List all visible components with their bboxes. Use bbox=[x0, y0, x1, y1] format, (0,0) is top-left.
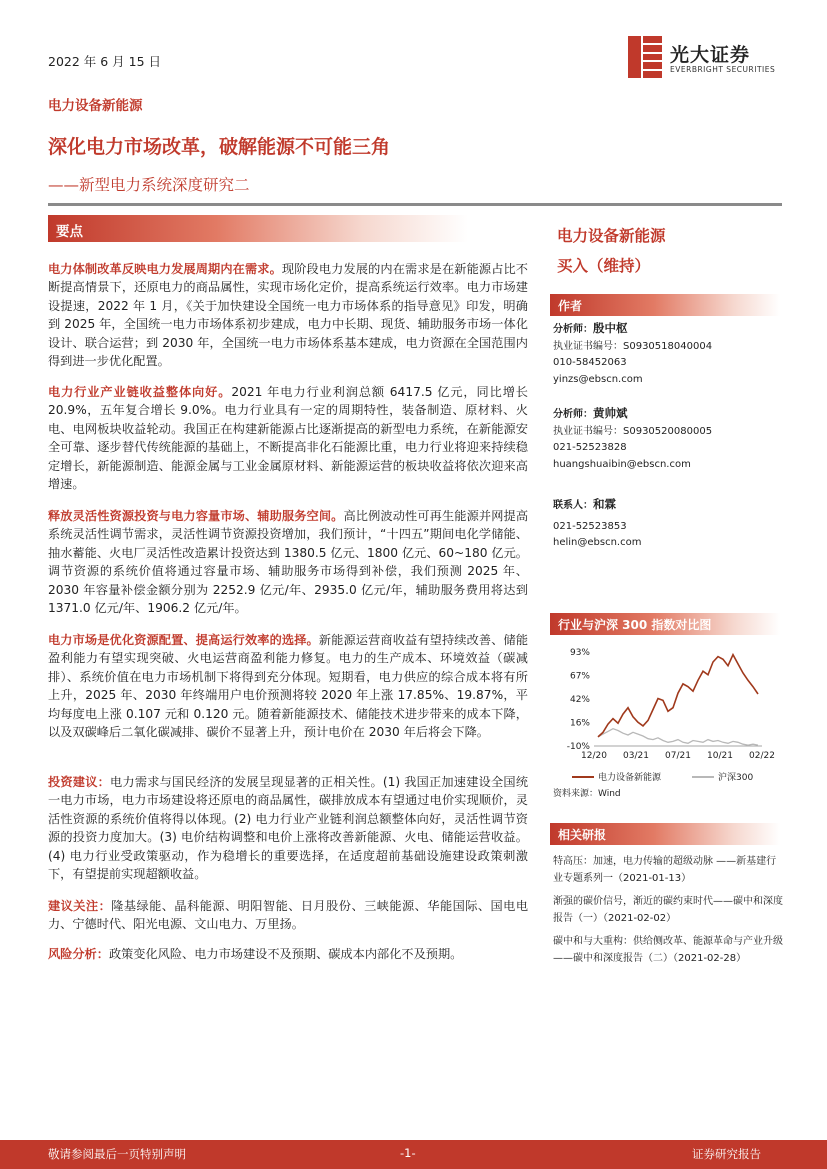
legend-label: 电力设备新能源 bbox=[598, 773, 662, 783]
analyst-cert: 执业证书编号：S0930520080005 bbox=[553, 425, 713, 437]
header-divider bbox=[48, 203, 782, 206]
analyst-role: 分析师： bbox=[553, 409, 593, 420]
paragraph-text: 现阶段电力发展的内在需求是在新能源占比不断提高情景下，还原电力的商品属性，实现市场化定价，提高系统运行效率。电力市场建设提速，2022 年 1 月，《关于加快建设全国统一电力市场体系的指导意见》印发，明确到 2025 年，全国统一电力市场体系初步建成，电力中长期、现货、辅助服务市场一体化设计、联合运营；到 2030 年，全国统一电力市场体系基本建成，电力资源在全国范围内得到进一步优化配置。 bbox=[48, 262, 528, 369]
summary-paragraph bbox=[48, 383, 528, 493]
summary-paragraph bbox=[48, 631, 528, 741]
report-subtitle: ——新型电力系统深度研究二 bbox=[48, 176, 250, 194]
summary-paragraph bbox=[48, 897, 528, 934]
footer-report-type: 证券研究报告 bbox=[692, 1147, 761, 1161]
chart-heading: 行业与沪深 300 指数对比图 bbox=[558, 618, 712, 632]
logo-text-en: EVERBRIGHT SECURITIES bbox=[670, 65, 776, 74]
paragraph-text: 新能源运营商收益有望持续改善、储能盈利能力有望实现突破、火电运营商盈利能力修复。电力的生产成本、环境效益（碳减排）、系统价值在电力市场机制下将得到充分体现。短期看，电力供应的综合成本将有所上升，2025 年、2030 年终端用户电价预测将较 2020 年上涨 17.85%、19.87%，平均每度电上涨 0.107 元和 0.120 元。随着新能源技术、储能技术进步带来的成本下降，以及双碳峰后二氧化碳减排、碳价不显著上升，预计电价在 2030 年后将会下降。 bbox=[48, 633, 529, 740]
paragraph-text: 隆基绿能、晶科能源、明阳智能、日月股份、三峡能源、华能国际、国电电力、宁德时代、阳光电源、文山电力、万里扬。 bbox=[48, 899, 529, 932]
paragraph-lead: 风险分析： bbox=[48, 947, 109, 961]
paragraph-lead: 释放灵活性资源投资与电力容量市场、辅助服务空间。 bbox=[48, 509, 344, 523]
x-tick-label: 02/22 bbox=[749, 751, 775, 761]
authors-heading: 作者 bbox=[558, 299, 583, 313]
contact-role: 联系人： bbox=[553, 500, 593, 511]
report-category: 电力设备新能源 bbox=[48, 98, 143, 114]
logo-text-cn: 光大证券 bbox=[670, 44, 751, 66]
page-number: -1- bbox=[400, 1146, 416, 1160]
summary-paragraph bbox=[48, 773, 528, 883]
paragraph-lead: 投资建议： bbox=[48, 775, 111, 789]
everbright-logo-icon bbox=[628, 36, 662, 78]
contact-phone: 021-52523853 bbox=[553, 520, 627, 532]
related-heading: 相关研报 bbox=[558, 828, 607, 842]
x-tick-label: 12/20 bbox=[581, 751, 607, 761]
contact-email[interactable]: helin@ebscn.com bbox=[553, 537, 642, 548]
summary-heading: 要点 bbox=[56, 224, 83, 240]
y-tick-label: 42% bbox=[569, 695, 590, 705]
authors-heading-bar bbox=[550, 294, 780, 316]
contact-card bbox=[553, 496, 641, 552]
page-footer bbox=[0, 1140, 827, 1169]
related-report-item[interactable]: 渐强的碳价信号，渐近的碳约束时代——碳中和深度报告（一）（2021-02-02） bbox=[553, 896, 783, 924]
report-date: 2022 年 6 月 15 日 bbox=[48, 54, 162, 69]
paragraph-text: 2021 年电力行业利润总额 6417.5 亿元，同比增长 20.9%，五年复合增长 9.0%。电力行业具有一定的周期特性，装备制造、原材料、火电、电网板块收益轮动。我国正在构建新能源占比逐渐提高的新型电力系统，在新能源安全可靠、逐步替代传统能源的基础上，不断提高非化石能源比重，电力行业将迎来持续稳定增长，新能源制造、能源金属与工业金属原材料、新能源运营的板块收益将依次迎来高增速。 bbox=[48, 385, 528, 492]
paragraph-lead: 电力体制改革反映电力发展周期内在需求。 bbox=[48, 262, 282, 276]
y-tick-label: -10% bbox=[566, 742, 590, 752]
paragraph-text: 政策变化风险、电力市场建设不及预期、碳成本内部化不及预期。 bbox=[108, 947, 463, 961]
related-report-item[interactable]: 碳中和与大重构：供给侧改革、能源革命与产业升级——碳中和深度报告（二）（2021-02-28） bbox=[553, 936, 783, 964]
rating-badge: 买入（维持） bbox=[557, 257, 651, 275]
summary-paragraph bbox=[48, 507, 528, 617]
company-logo bbox=[628, 36, 788, 80]
analyst-email[interactable]: yinzs@ebscn.com bbox=[553, 373, 643, 385]
report-title: 深化电力市场改革，破解能源不可能三角 bbox=[48, 136, 391, 158]
summary-heading-bar bbox=[48, 215, 468, 242]
x-tick-label: 10/21 bbox=[707, 751, 733, 761]
chart-source: 资料来源：Wind bbox=[553, 789, 621, 799]
footer-disclaimer: 敬请参阅最后一页特别声明 bbox=[48, 1147, 186, 1161]
paragraph-lead: 电力市场是优化资源配置、提高运行效率的选择。 bbox=[48, 633, 319, 647]
y-tick-label: 67% bbox=[569, 671, 590, 682]
y-tick-label: 93% bbox=[569, 648, 590, 658]
analyst-name: 殷中枢 bbox=[593, 321, 628, 335]
analyst-role: 分析师： bbox=[553, 324, 593, 335]
sidebar-category: 电力设备新能源 bbox=[557, 227, 666, 245]
index-comparison-chart bbox=[550, 640, 782, 790]
summary-paragraph bbox=[48, 260, 528, 370]
analyst-cert: 执业证书编号：S0930518040004 bbox=[553, 340, 713, 352]
related-heading-bar bbox=[550, 823, 780, 845]
chart-heading-bar bbox=[550, 613, 780, 635]
related-report-item[interactable]: 特高压：加速，电力传输的超级动脉 ——新基建行业专题系列一（2021-01-13） bbox=[553, 856, 777, 884]
analyst-phone: 010-58452063 bbox=[553, 357, 627, 368]
analyst-email[interactable]: huangshuaibin@ebscn.com bbox=[553, 458, 691, 470]
series-line-hs300 bbox=[598, 729, 758, 745]
analyst-name: 黄帅斌 bbox=[593, 406, 628, 420]
paragraph-text: 高比例波动性可再生能源并网提高系统灵活性调节需求，灵活性调节资源投资增加，我们预计，“十四五”期间电化学储能、抽水蓄能、火电厂灵活性改造累计投资达到 1380.5 亿元、1800 亿元、60~180 亿元。调节资源的系统价值将通过容量市场、辅助服务市场得到补偿，我们预测 2025 年、2030 年容量补偿金额分别为 2252.9 亿元/年、2935.0 亿元/年，辅助服务费用将达到 1371.0 亿元/年、1906.2 亿元/年。 bbox=[48, 509, 529, 616]
series-line-industry bbox=[598, 655, 758, 737]
analyst-card bbox=[553, 320, 712, 388]
x-tick-label: 03/21 bbox=[623, 751, 649, 761]
summary-paragraph bbox=[48, 945, 528, 963]
analyst-card bbox=[553, 405, 712, 473]
paragraph-text: 电力需求与国民经济的发展呈现显著的正相关性。(1) 我国正加速建设全国统一电力市场，电力市场建设将还原电的商品属性，碳排放成本有望通过电价实现顺价，灵活性资源的系统价值将得以体现。(2) 电力行业产业链利润总额整体向好，灵活性调节资源的投资力度加大。(3) 电价结构调整和电价上涨将改善新能源、火电、储能运营收益。(4) 电力行业受政策驱动，作为稳增长的重要选择，在适度超前基础设施建设政策刺激下，有望提前实现超额收益。 bbox=[48, 775, 529, 882]
y-tick-label: 16% bbox=[569, 718, 590, 729]
paragraph-lead: 电力行业产业链收益整体向好。 bbox=[48, 385, 232, 399]
paragraph-lead: 建议关注： bbox=[48, 899, 112, 913]
contact-name: 和霖 bbox=[593, 497, 616, 511]
legend-label: 沪深300 bbox=[718, 773, 754, 783]
x-tick-label: 07/21 bbox=[665, 751, 691, 761]
analyst-phone: 021-52523828 bbox=[553, 442, 627, 453]
